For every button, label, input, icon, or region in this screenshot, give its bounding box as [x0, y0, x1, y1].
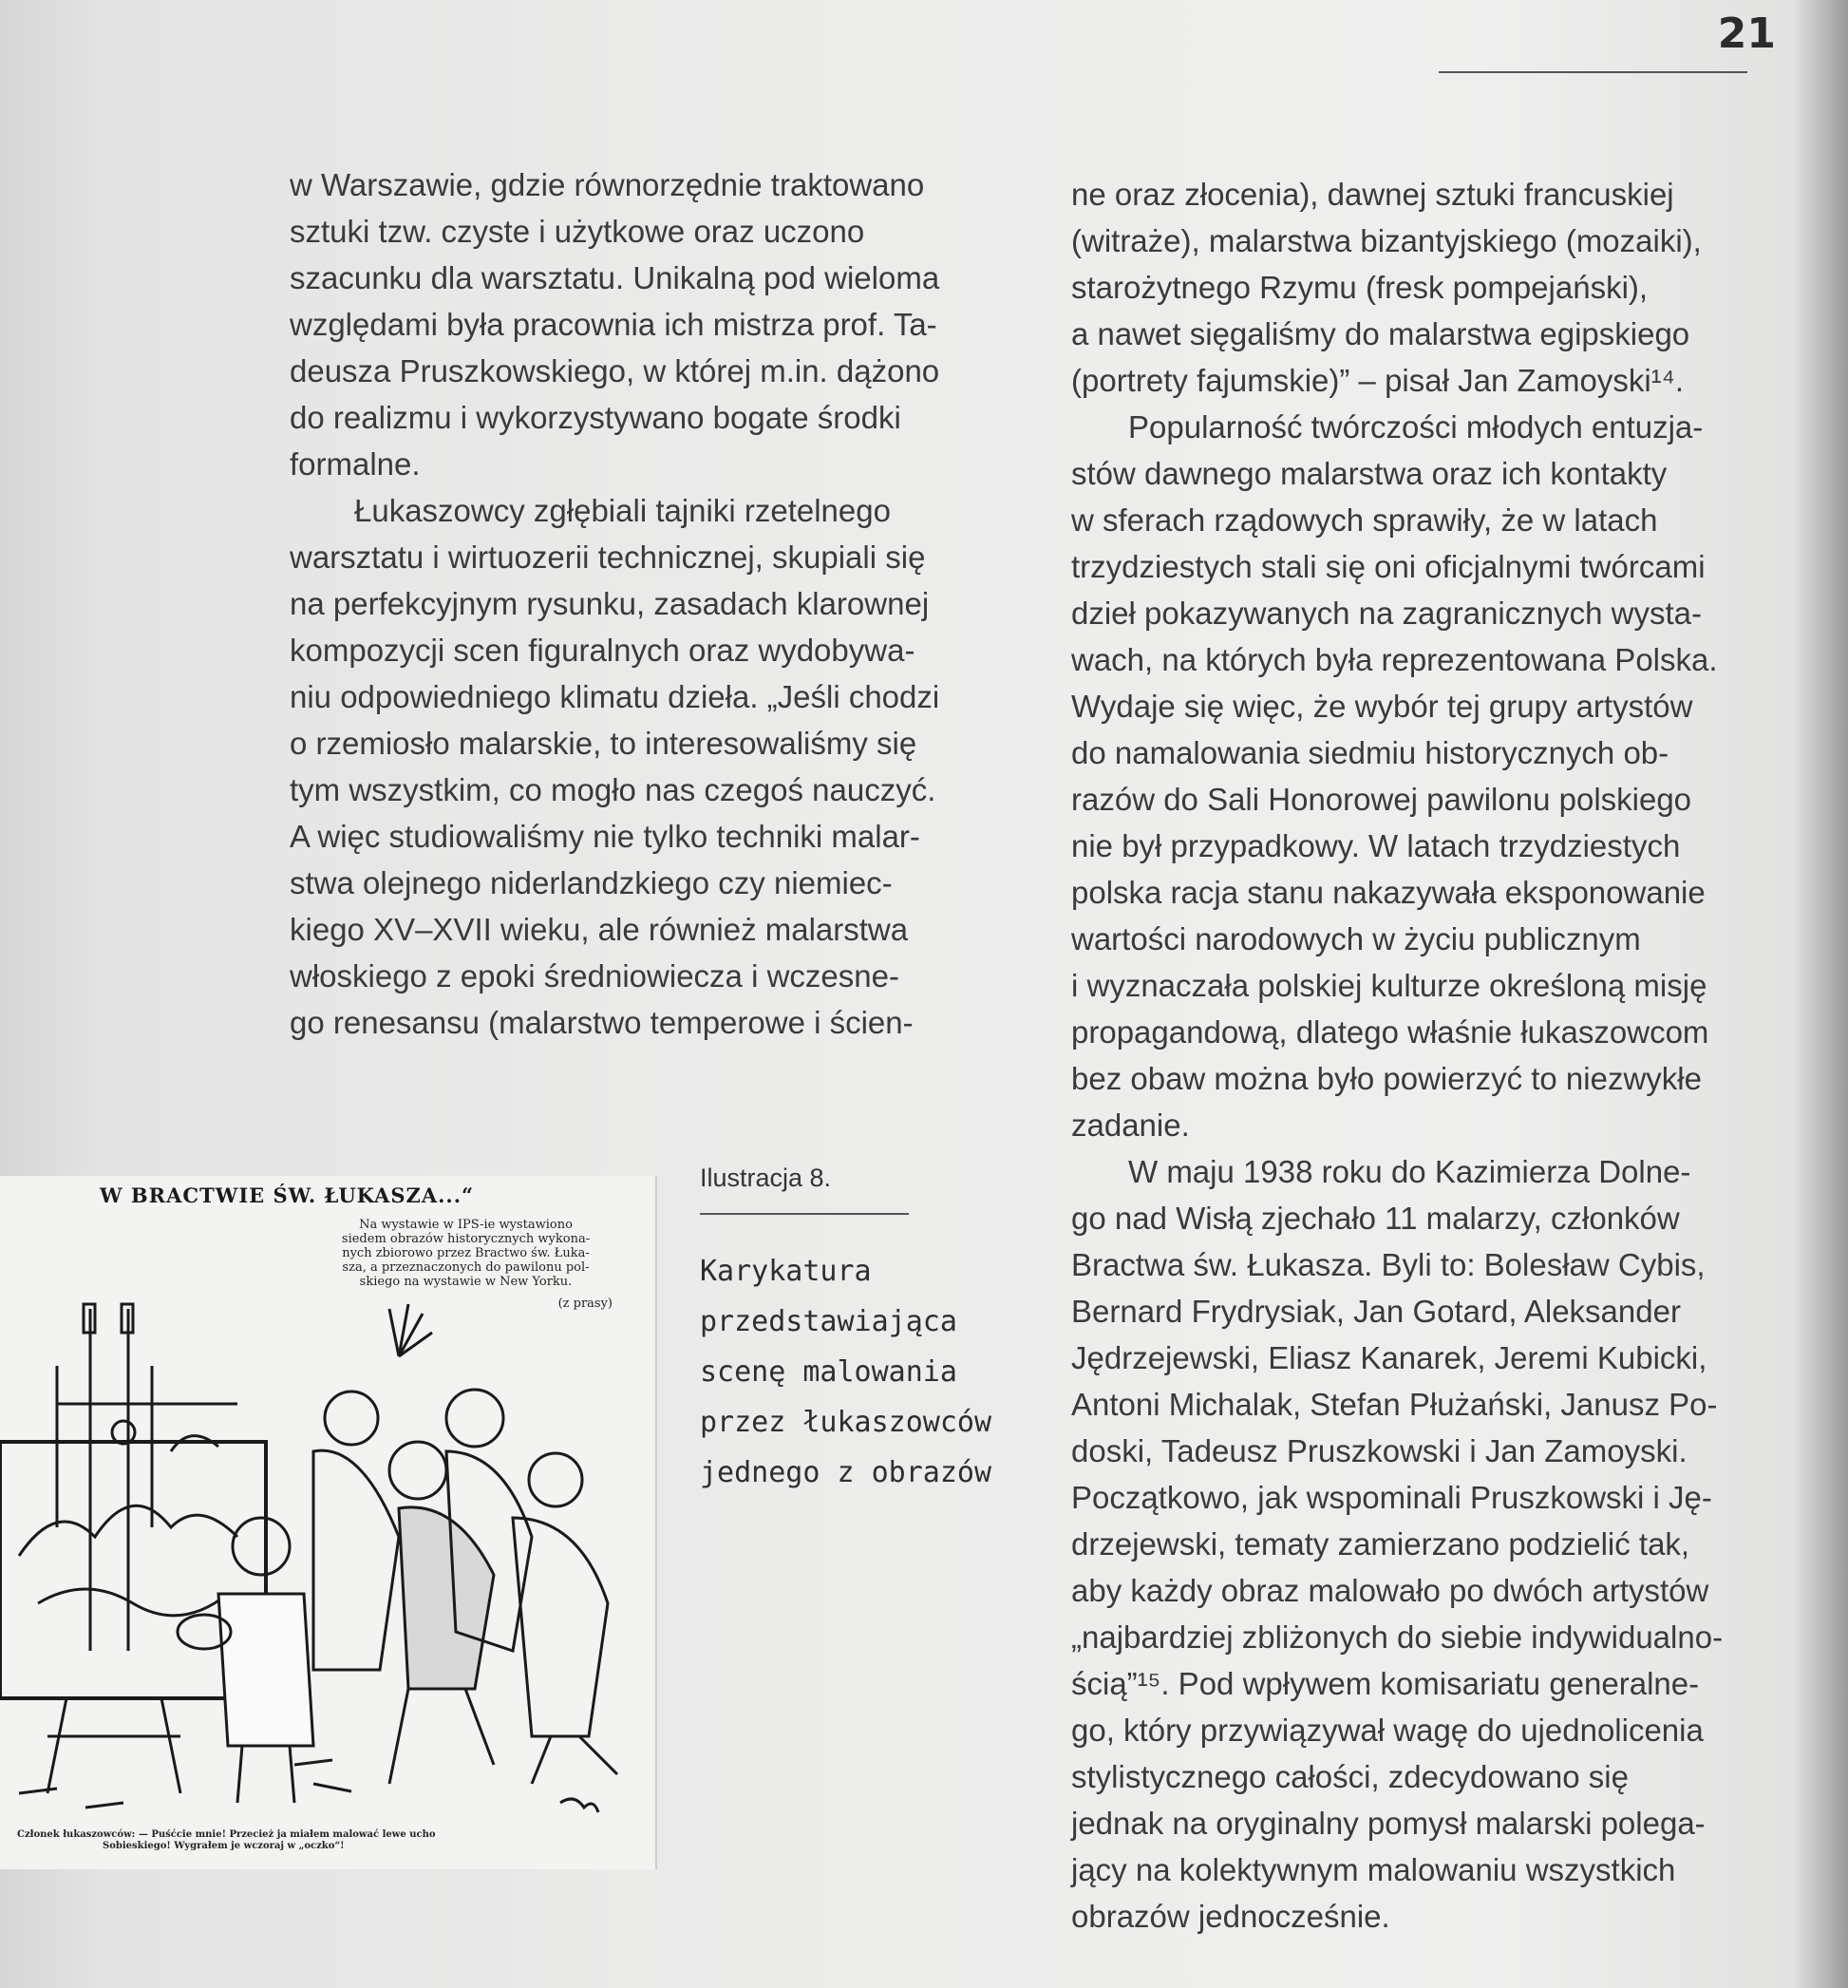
text-line: w Warszawie, gdzie równorzędnie traktowano	[290, 167, 925, 202]
text-line: jednak na oryginalny pomysł malarski polega-	[1071, 1806, 1706, 1841]
figure-body	[313, 1450, 399, 1670]
right-text-column	[1071, 171, 1764, 1940]
text-line: trzydziestych stali się oni oficjalnymi twórcami	[1071, 549, 1706, 584]
figure-head	[325, 1392, 378, 1445]
text-line: Antoni Michalak, Stefan Płużański, Janusz Po-	[1071, 1387, 1718, 1422]
text-line: kiego XV–XVII wieku, ale również malarstwa	[290, 912, 909, 947]
cartoon-note-line: sza, a przeznaczonych do pawilonu pol-	[342, 1260, 590, 1275]
text-line: „najbardziej zbliżonych do siebie indywidualno-	[1071, 1619, 1724, 1655]
painter-coat	[218, 1594, 313, 1746]
cartoon-note-line: siedem obrazów historycznych wykona-	[341, 1232, 591, 1246]
text-line: go nad Wisłą zjechało 11 malarzy, członków	[1071, 1201, 1680, 1236]
left-text-column	[290, 161, 1040, 1046]
cartoon-note-line: nych zbiorowo przez Bractwo św. Łuka-	[342, 1246, 590, 1260]
caption-rule	[700, 1213, 909, 1215]
figure-body	[513, 1518, 608, 1736]
cartoon-drawing	[0, 1290, 655, 1822]
text-line: ścią”¹⁵. Pod wpływem komisariatu generalne-	[1071, 1666, 1700, 1701]
text-line: go renesansu (malarstwo temperowe i ścien-	[290, 1005, 914, 1040]
cartoon-dialogue	[17, 1829, 644, 1852]
text-line: deusza Pruszkowskiego, w której m.in. dążono	[290, 353, 940, 388]
figure-leg	[532, 1736, 551, 1784]
text-line: (witraże), malarstwa bizantyjskiego (mozaiki),	[1071, 223, 1702, 258]
figure-head	[529, 1453, 582, 1506]
text-line: Bernard Frydrysiak, Jan Gotard, Aleksander	[1071, 1294, 1681, 1329]
text-line: szacunku dla warsztatu. Unikalną pod wieloma	[290, 260, 940, 295]
scattered-brushes	[19, 1760, 351, 1808]
figure-body	[399, 1507, 494, 1689]
text-line: doski, Tadeusz Pruszkowski i Jan Zamoyski.	[1071, 1433, 1688, 1468]
text-line: propagandową, dlatego właśnie łukaszowcom	[1071, 1014, 1709, 1050]
easel-leg	[47, 1698, 66, 1793]
painting-sketch	[38, 1589, 228, 1616]
text-line: drzejewski, tematy zamierzano podzielić tak,	[1071, 1526, 1690, 1562]
header-rule	[1439, 71, 1747, 73]
text-line: kompozycji scen figuralnych oraz wydobywa-	[290, 633, 915, 668]
text-line: formalne.	[290, 446, 421, 482]
text-line: sztuki tzw. czyste i użytkowe oraz uczono	[290, 214, 865, 249]
easel-leg	[161, 1698, 180, 1793]
text-line: stwa olejnego niderlandzkiego czy niemiec-	[290, 865, 893, 900]
text-line: W maju 1938 roku do Kazimierza Dolne-	[1128, 1154, 1691, 1189]
cartoon-note-line: Na wystawie w IPS-ie wystawiono	[359, 1218, 573, 1232]
cartoon-credit: (z prasy)	[557, 1297, 613, 1311]
figure-leg	[465, 1689, 494, 1765]
text-line: warsztatu i wirtuozerii technicznej, skupiali się	[290, 540, 926, 575]
text-line: stów dawnego malarstwa oraz ich kontakty	[1071, 456, 1668, 491]
text-line: Jędrzejewski, Eliasz Kanarek, Jeremi Kubicki,	[1071, 1340, 1707, 1375]
text-line: do realizmu i wykorzystywano bogate środki	[290, 400, 901, 435]
text-line: wartości narodowych w życiu publicznym	[1071, 921, 1641, 956]
cartoon-illustration	[0, 1176, 657, 1869]
caption-line: Karykatura	[700, 1255, 872, 1288]
text-line: ne oraz złocenia), dawnej sztuki francuskiej	[1071, 177, 1674, 212]
artist-signature	[560, 1799, 598, 1812]
caption-line: przez łukaszowców	[700, 1406, 992, 1439]
cartoon-dialogue-line: Członek łukaszowców: — Puśćcie mnie! Przecież ja miałem malować lewe ucho	[17, 1829, 436, 1840]
painter-leg	[290, 1746, 294, 1803]
text-line: stylistycznego całości, zdecydowano się	[1071, 1759, 1629, 1794]
caption-label: Ilustracja 8.	[700, 1164, 832, 1192]
text-line: starożytnego Rzymu (fresk pompejański),	[1071, 270, 1649, 305]
text-line: na perfekcyjnym rysunku, zasadach klarownej	[290, 586, 930, 621]
page-number: 21	[1717, 9, 1776, 58]
text-line: tym wszystkim, co mogło nas czegoś nauczyć.	[290, 772, 936, 807]
figure-leg	[579, 1736, 617, 1774]
text-line: polska racja stanu nakazywała eksponowanie	[1071, 875, 1706, 910]
text-line: (portrety fajumskie)” – pisał Jan Zamoyski¹⁴.	[1071, 363, 1685, 398]
painter-leg	[237, 1746, 242, 1803]
text-line: Wydaje się więc, że wybór tej grupy artystów	[1071, 689, 1693, 724]
text-line: A więc studiowaliśmy nie tylko techniki malar-	[290, 819, 920, 854]
cartoon-dialogue-line: Sobieskiego! Wygrałem je wczoraj w „oczko“!	[103, 1841, 345, 1851]
caption-line: jednego z obrazów	[700, 1456, 992, 1489]
text-line: dzieł pokazywanych na zagranicznych wysta-	[1071, 596, 1702, 631]
figure-head	[446, 1390, 503, 1447]
raised-hand	[389, 1304, 432, 1356]
text-line: do namalowania siedmiu historycznych ob-	[1071, 735, 1669, 770]
cartoon-title: W BRACTWIE ŚW. ŁUKASZA...“	[100, 1183, 475, 1207]
text-line: względami była pracownia ich mistrza prof. Ta-	[290, 307, 937, 342]
text-line: bez obaw można było powierzyć to niezwykłe	[1071, 1061, 1702, 1096]
figure-head	[389, 1442, 446, 1499]
caption-text	[700, 1246, 1042, 1498]
text-line: Łukaszowcy zgłębiali tajniki rzetelnego	[354, 493, 891, 528]
text-line: zadanie.	[1071, 1108, 1190, 1143]
cartoon-note-line: skiego na wystawie w New Yorku.	[359, 1275, 573, 1289]
text-line: obrazów jednocześnie.	[1071, 1899, 1390, 1934]
text-line: Bractwa św. Łukasza. Byli to: Bolesław Cybis,	[1071, 1247, 1706, 1282]
text-line: jący na kolektywnym malowaniu wszystkich	[1071, 1852, 1676, 1887]
text-line: o rzemiosło malarskie, to interesowaliśmy się	[290, 726, 917, 761]
text-line: nie był przypadkowy. W latach trzydziestych	[1071, 828, 1681, 863]
text-line: go, który przywiązywał wagę do ujednolicenia	[1071, 1713, 1704, 1748]
text-line: razów do Sali Honorowej pawilonu polskiego	[1071, 782, 1692, 817]
text-line: niu odpowiedniego klimatu dzieła. „Jeśli chodzi	[290, 679, 940, 714]
text-line: Popularność twórczości młodych entuzja-	[1128, 409, 1704, 445]
text-line: wach, na których była reprezentowana Polska.	[1071, 642, 1718, 677]
caption-line: scenę malowania	[700, 1355, 957, 1389]
text-line: aby każdy obraz malowało po dwóch artystów	[1071, 1573, 1709, 1608]
caption-line: przedstawiająca	[700, 1305, 957, 1338]
figure-leg	[389, 1689, 408, 1784]
text-line: a nawet sięgaliśmy do malarstwa egipskiego	[1071, 316, 1690, 351]
cartoon-note	[302, 1218, 630, 1289]
painter-head	[233, 1518, 290, 1575]
text-line: Początkowo, jak wspominali Pruszkowski i Ję-	[1071, 1480, 1712, 1515]
text-line: w sferach rządowych sprawiły, że w latach	[1071, 502, 1658, 538]
text-line: włoskiego z epoki średniowiecza i wczesne-	[290, 958, 899, 994]
text-line: i wyznaczała polskiej kulturze określoną misję	[1071, 968, 1707, 1003]
